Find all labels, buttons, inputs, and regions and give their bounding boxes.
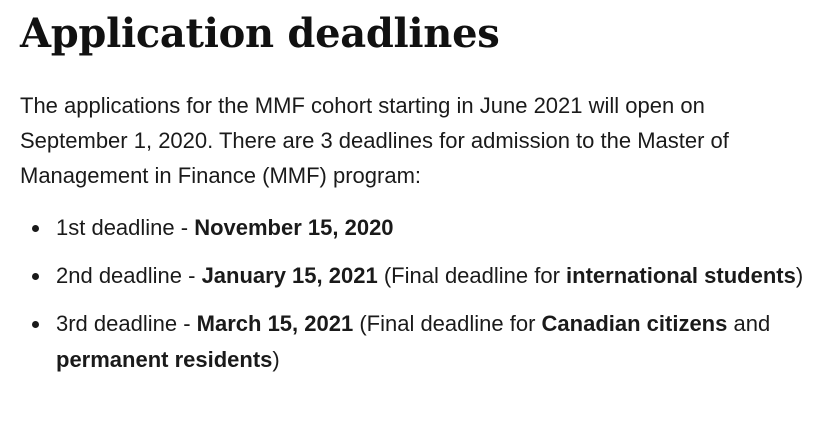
bullet-icon <box>32 321 39 328</box>
deadline-label: 2nd deadline - <box>56 263 202 288</box>
deadline-note-audience-2: permanent residents <box>56 347 273 372</box>
deadline-item-1 <box>20 210 815 246</box>
page-title: Application deadlines <box>20 10 500 57</box>
deadline-item-2 <box>20 258 815 294</box>
deadline-note-audience: international students <box>566 263 796 288</box>
bullet-icon <box>32 225 39 232</box>
deadline-note-prefix: (Final deadline for <box>353 311 542 336</box>
deadline-label: 3rd deadline - <box>56 311 197 336</box>
deadline-date: March 15, 2021 <box>196 311 354 336</box>
deadline-list <box>20 210 815 378</box>
deadline-date: January 15, 2021 <box>201 263 378 288</box>
bullet-icon <box>32 273 39 280</box>
deadline-label: 1st deadline - <box>56 215 195 240</box>
deadline-note-audience: Canadian citizens <box>541 311 728 336</box>
deadline-date: November 15, 2020 <box>194 215 394 240</box>
page-content <box>20 0 815 390</box>
deadline-note-suffix: ) <box>272 347 280 372</box>
intro-paragraph: The applications for the MMF cohort starting in June 2021 will open on September 1, 2020. There are 3 deadlines for admission to the Master of Management in Finance (MMF) program: <box>20 93 729 188</box>
deadline-note-suffix: ) <box>795 263 804 288</box>
deadline-note-prefix: (Final deadline for <box>377 263 567 288</box>
deadline-note-mid: and <box>727 311 771 336</box>
deadline-item-3 <box>20 306 815 378</box>
